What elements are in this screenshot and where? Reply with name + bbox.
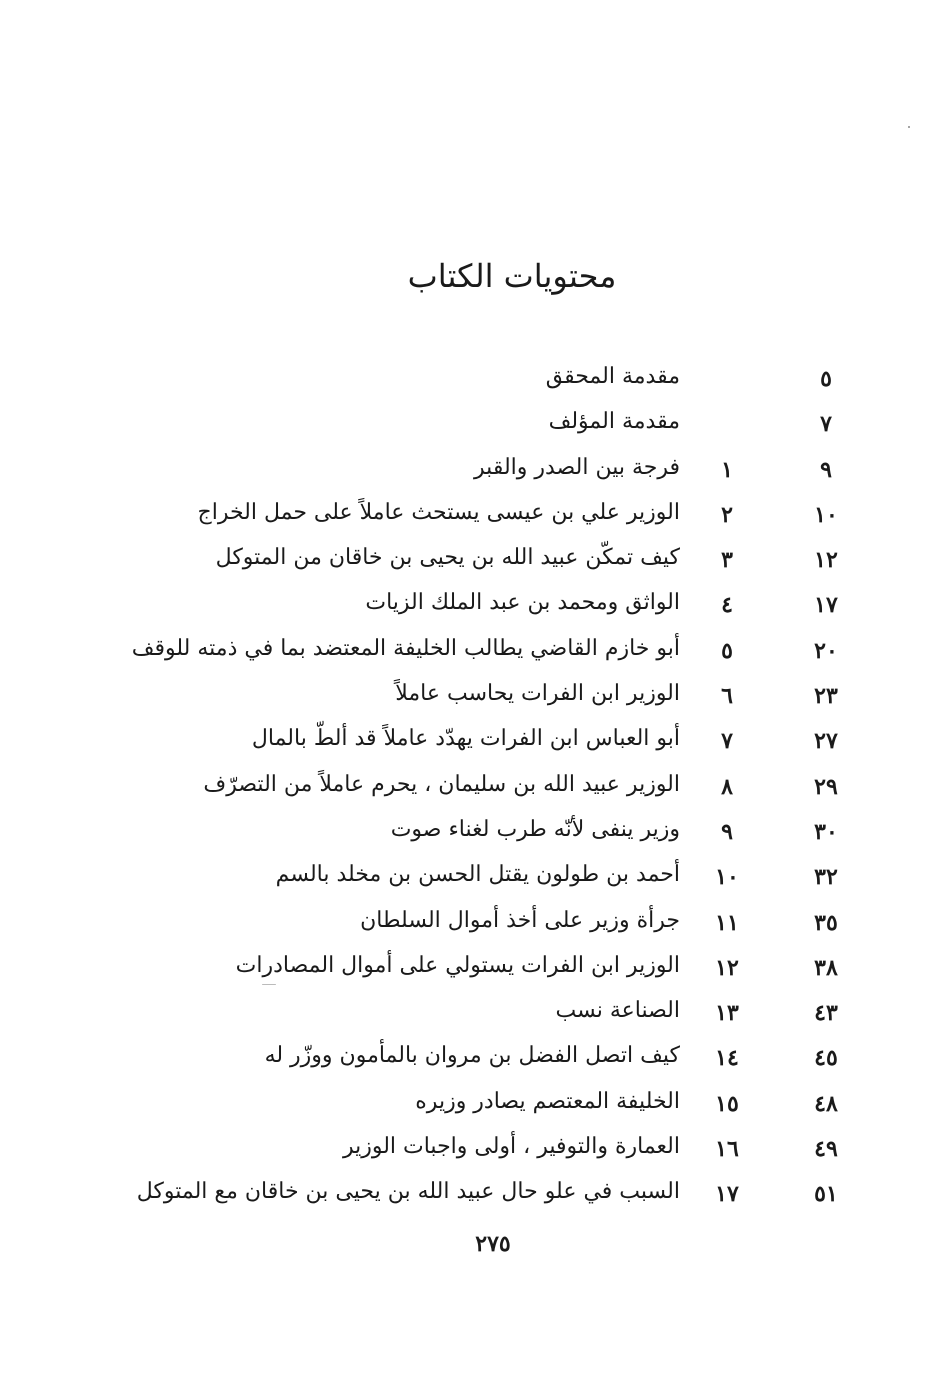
toc-entry <box>0 1125 934 1170</box>
toc-page-number: ٤٩ <box>814 1136 838 1163</box>
toc-entry <box>0 355 934 400</box>
toc-page-number: ٢٩ <box>814 773 838 800</box>
toc-chapter-number: ٧ <box>721 728 733 755</box>
toc-page-number: ٣٠ <box>814 818 838 845</box>
toc-page-number: ٢٧ <box>814 728 838 755</box>
toc-chapter-number: ٦ <box>721 683 733 710</box>
toc-chapter-title: كيف اتصل الفضل بن مروان بالمأمون ووزّر له <box>264 1043 680 1069</box>
toc-chapter-title: فرجة بين الصدر والقبر <box>474 454 680 480</box>
toc-chapter-number: ٢ <box>721 501 733 528</box>
toc-entry <box>0 491 934 536</box>
page-number: ٢٧٥ <box>475 1231 511 1257</box>
toc-chapter-number: ١٥ <box>715 1090 739 1117</box>
toc-chapter-title: السبب في علو حال عبيد الله بن يحيى بن خاقان مع المتوكل <box>136 1179 680 1205</box>
toc-chapter-title: أبو خازم القاضي يطالب الخليفة المعتضد بما في ذمته للوقف <box>131 635 680 661</box>
toc-page-number: ٣٨ <box>814 954 838 981</box>
toc-chapter-title: أحمد بن طولون يقتل الحسن بن مخلد بالسم <box>275 862 680 888</box>
toc-entry <box>0 853 934 898</box>
toc-entry <box>0 581 934 626</box>
toc-chapter-title: الوزير ابن الفرات يستولي على أموال المصادرات <box>235 952 680 978</box>
toc-page-number: ٢٠ <box>814 637 838 664</box>
toc-page-number: ١٢ <box>814 547 838 574</box>
toc-page-number: ١٧ <box>814 592 838 619</box>
toc-chapter-title: مقدمة المؤلف <box>548 409 680 435</box>
toc-page-number: ٧ <box>820 411 832 438</box>
toc-page-number: ٣٢ <box>814 864 838 891</box>
toc-entry <box>0 446 934 491</box>
toc-chapter-number: ١ <box>721 456 733 483</box>
toc-chapter-number: ٥ <box>721 637 733 664</box>
toc-chapter-number: ١٣ <box>715 1000 739 1027</box>
toc-entry <box>0 536 934 581</box>
toc-page-number: ٤٣ <box>814 1000 838 1027</box>
toc-chapter-number: ١٧ <box>715 1181 739 1208</box>
scan-speck <box>262 984 276 985</box>
toc-chapter-title: الواثق ومحمد بن عبد الملك الزيات <box>365 590 680 616</box>
toc-chapter-number: ٤ <box>721 592 733 619</box>
toc-chapter-title: مقدمة المحقق <box>545 364 680 389</box>
table-of-contents <box>0 355 934 1216</box>
toc-entry <box>0 763 934 808</box>
toc-chapter-number: ١٠ <box>715 864 739 891</box>
toc-entry <box>0 1080 934 1125</box>
toc-chapter-title: الوزير عبيد الله بن سليمان ، يحرم عاملاً من التصرّف <box>203 771 680 797</box>
toc-chapter-number: ٨ <box>721 773 733 800</box>
toc-page-number: ١٠ <box>814 501 838 528</box>
toc-chapter-title: العمارة والتوفير ، أولى واجبات الوزير <box>342 1134 680 1160</box>
toc-chapter-title: كيف تمكّن عبيد الله بن يحيى بن خاقان من المتوكل <box>215 545 680 571</box>
toc-entry <box>0 1034 934 1079</box>
toc-chapter-number: ١٤ <box>715 1045 739 1072</box>
toc-page-number: ٣٥ <box>814 909 838 936</box>
toc-chapter-title: الوزير ابن الفرات يحاسب عاملاً <box>395 681 680 707</box>
toc-entry <box>0 808 934 853</box>
toc-page-number: ٩ <box>820 456 832 483</box>
scan-speck <box>908 126 910 128</box>
toc-chapter-number: ٩ <box>721 818 733 845</box>
toc-page-number: ٥ <box>820 366 832 392</box>
toc-chapter-title: أبو العباس ابن الفرات يهدّد عاملاً قد ألطّ بالمال <box>251 726 680 752</box>
toc-page-number: ٤٨ <box>814 1090 838 1117</box>
toc-chapter-title: الصناعة نسب <box>555 998 680 1024</box>
toc-entry <box>0 400 934 445</box>
toc-entry <box>0 627 934 672</box>
toc-chapter-number: ١١ <box>715 909 739 936</box>
toc-entry <box>0 672 934 717</box>
page-title: محتويات الكتاب <box>407 257 617 295</box>
toc-chapter-number: ١٢ <box>715 954 739 981</box>
toc-chapter-number: ٣ <box>721 547 733 574</box>
toc-page-number: ٢٣ <box>814 683 838 710</box>
toc-entry <box>0 944 934 989</box>
toc-page-number: ٥١ <box>814 1181 838 1208</box>
toc-entry <box>0 899 934 944</box>
toc-chapter-title: الخليفة المعتصم يصادر وزيره <box>415 1088 680 1114</box>
toc-page-number: ٤٥ <box>814 1045 838 1072</box>
toc-entry <box>0 1170 934 1215</box>
toc-entry <box>0 989 934 1034</box>
toc-chapter-number: ١٦ <box>715 1136 739 1163</box>
toc-chapter-title: وزير ينفى لأنّه طرب لغناء صوت <box>390 816 680 842</box>
toc-chapter-title: الوزير علي بن عيسى يستحث عاملاً على حمل الخراج <box>197 499 680 525</box>
toc-chapter-title: جرأة وزير على أخذ أموال السلطان <box>360 907 680 933</box>
toc-entry <box>0 717 934 762</box>
